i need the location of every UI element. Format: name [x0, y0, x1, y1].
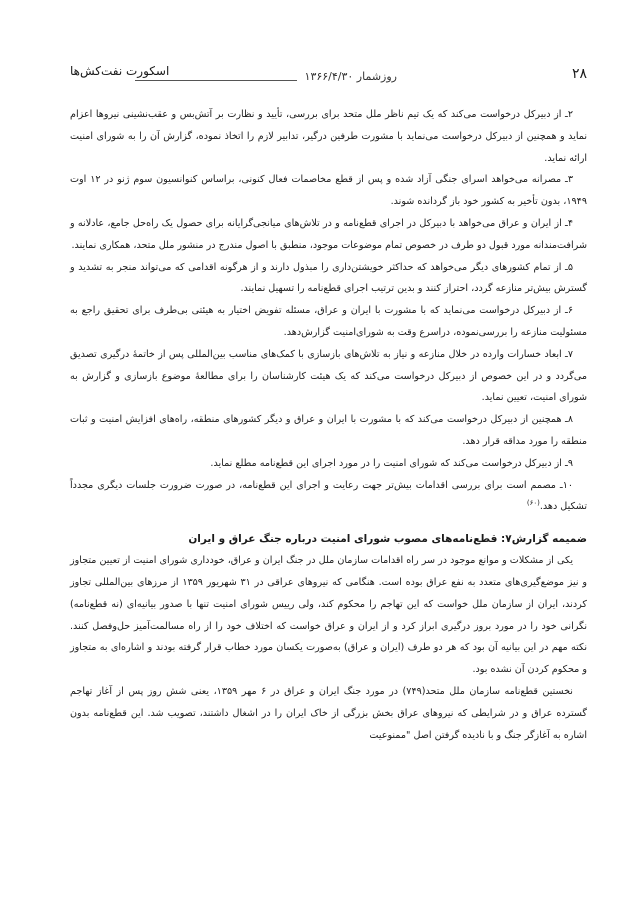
clause-10-text: ۱۰ـ مصمم است برای بررسی اقدامات بیش‌تر جهت رعایت و اجرای این قطع‌نامه، در صورت ضرورت جلسات دیگری مجدداً تشکیل دهد. [70, 479, 587, 513]
header-rule [135, 80, 297, 81]
footnote-reference: (۶۰) [526, 499, 540, 508]
section-paragraph: یکی از مشکلات و موانع موجود در سر راه اقدامات سازمان ملل در جنگ ایران و عراق، خودداری شورای امنیت از تعیین متجاوز و نیز موضع‌گیری‌های متعدد به نفع عراق بوده است. هنگامی که نیروهای عراقی در ۳۱ شهریور ۱۳۵۹ از مرزهای بین‌المللی تجاوز کردند، ایران از سازمان ملل خواست که این تهاجم را محکوم کند، ولی رییس شورای امنیت تنها با صدور بیانیه‌ای (نه قطع‌نامه) نگرانی خود را در مورد بروز درگیری ابراز کرد و از ایران و عراق خواست که اختلاف خود را از راه مسالمت‌آمیز حل‌وفصل کنند. نکته مهم در این بیانیه آن بود که هر دو طرف (ایران و عراق) به‌صورت یکسان مورد خطاب قرار گرفته بودند و اشاره‌ای به متجاوز و محکوم کردن آن نشده بود. [70, 555, 587, 676]
resolution-clause-2: ۲ـ از دبیرکل درخواست می‌کند که یک تیم ناظر ملل متحد برای بررسی، تأیید و نظارت بر آتش‌بس و عقب‌نشینی نیروها اعزام نماید و همچنین از دبیرکل درخواست می‌نماید با مشورت طرفین درگیر، تدابیر لازم را اتخاذ نموده، گزارش آن را به شورای امنیت ارائه نماید. [70, 109, 587, 164]
resolution-clause-7: ۷ـ ابعاد خسارات وارده در خلال منازعه و نیاز به تلاش‌های بازسازی با کمک‌های مناسب بین‌المللی پس از خاتمهٔ درگیری تصدیق می‌گردد و در این خصوص از دبیرکل درخواست می‌کند که یک هیئت کارشناسان را برای مطالعهٔ موضوع بازسازی و گزارش به شورای امنیت، تعیین نماید. [70, 348, 587, 404]
resolution-clause-3: ۳ـ مصرانه می‌خواهد اسرای جنگی آزاد شده و پس از قطع مخاصمات فعال کنونی، براساس کنوانسیون سوم ژنو در ۱۲ اوت ۱۹۴۹، بدون تأخیر به کشور خود باز گردانده شوند. [70, 174, 587, 208]
resolution-clause-4: ۴ـ از ایران و عراق می‌خواهد با دبیرکل در اجرای قطع‌نامه و در تلاش‌های میانجی‌گرایانه برای حصول یک راه‌حل جامع، عادلانه و شرافت‌مندانه مورد قبول دو طرف در خصوص تمام موضوعات موجود، منطبق با اصول مندرج در منشور ملل متحد، همکاری نمایند. [70, 217, 587, 251]
page-header [70, 62, 587, 88]
header-date: روزشمار ۱۳۶۶/۴/۳۰ [304, 70, 397, 83]
resolution-clause-6: ۶ـ از دبیرکل درخواست می‌نماید که با مشورت با ایران و عراق، مسئله تفویض اختیار به هیئتی بی‌طرف برای تحقیق راجع به مسئولیت منازعه را بررسی‌نموده، دراسرع وقت به شورای‌امنیت گزارش‌دهد. [70, 305, 587, 338]
resolution-clause-5: ۵ـ از تمام کشورهای دیگر می‌خواهد که حداکثر خویشتن‌داری را مبذول دارند و از هرگونه اقدامی که می‌تواند منجر به تشدید و گسترش بیش‌تر منازعه گردد، احتراز کنند و بدین ترتیب اجرای قطع‌نامه را تسهیل نمایند. [70, 261, 587, 295]
running-title: اسکورت نفت‌کش‌ها [70, 64, 170, 78]
resolution-clause-9: ۹ـ از دبیرکل درخواست می‌کند که شورای امنیت را در مورد اجرای این قطع‌نامه مطلع نماید. [210, 457, 573, 469]
section-paragraph: نخستین قطع‌نامه سازمان ملل متحد(۷۴۹) در مورد جنگ ایران و عراق در ۶ مهر ۱۳۵۹، یعنی شش روز پس از آغاز تهاجم گسترده عراق و در شرایطی که نیروهای عراق بخش بزرگی از خاک ایران را در اشغال داشتند، تصویب شد. این قطع‌نامه بدون اشاره به آغازگر جنگ و با نادیده گرفتن اصل "ممنوعیت [70, 685, 587, 741]
resolution-clause-10 [70, 475, 587, 519]
resolution-clause-8: ۸ـ همچنین از دبیرکل درخواست می‌کند که با مشورت با ایران و عراق و دیگر کشورهای منطقه، راه‌های افزایش امنیت و ثبات منطقه را مورد مداقه قرار دهد. [70, 414, 587, 447]
page-body [70, 104, 587, 746]
section-heading: ضمیمه گزارش۷: قطع‌نامه‌های مصوب شورای امنیت درباره جنگ عراق و ایران [188, 533, 587, 546]
page-number: ۲۸ [571, 66, 587, 82]
document-page [70, 0, 587, 901]
